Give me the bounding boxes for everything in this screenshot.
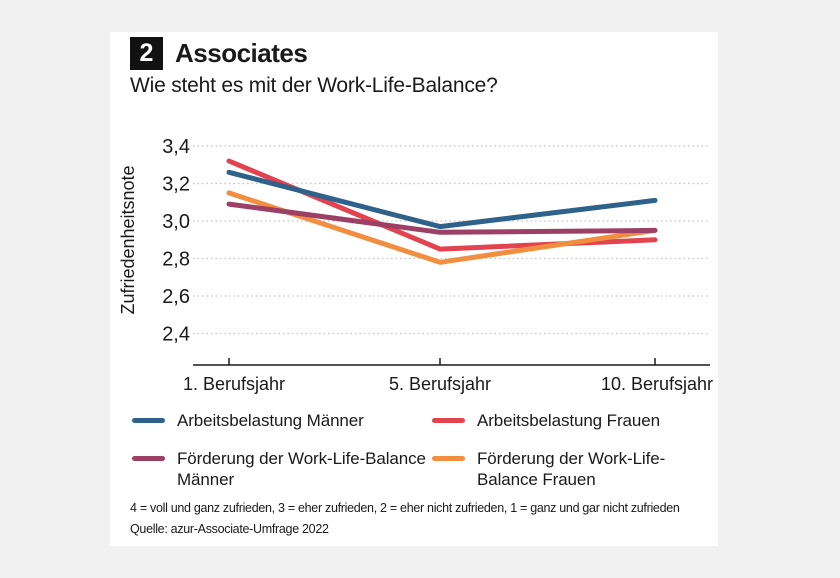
legend-item	[132, 410, 432, 431]
chart-legend	[132, 410, 707, 490]
chart-card	[110, 32, 718, 546]
footnote-scale-note: 4 = voll und ganz zufrieden, 3 = eher zufrieden, 2 = eher nicht zufrieden, 1 = ganz und gar nicht zufrieden	[130, 501, 680, 515]
x-tick-label: 5. Berufsjahr	[388, 374, 492, 394]
legend-swatch-blue	[132, 418, 165, 423]
figure-number-badge: 2	[130, 37, 163, 70]
chart-subtitle: Wie steht es mit der Work-Life-Balance?	[130, 74, 498, 97]
legend-label: Förderung der Work-Life-Balance Frauen	[477, 449, 666, 489]
y-axis-title: Zufriedenheitsnote	[118, 165, 138, 315]
x-tick-label: 10. Berufsjahr	[600, 374, 713, 394]
y-tick-label: 2,6	[162, 286, 190, 308]
header	[130, 37, 307, 70]
legend-item	[432, 410, 707, 431]
y-tick-label: 2,4	[162, 323, 190, 346]
y-tick-label: 3,0	[162, 211, 190, 233]
legend-label: Arbeitsbelastung Frauen	[477, 411, 660, 430]
legend-item	[432, 448, 707, 490]
legend-label: Förderung der Work-Life-Balance Männer	[177, 449, 426, 489]
legend-swatch-orange	[432, 456, 465, 461]
x-tick-label: 1. Berufsjahr	[183, 374, 286, 394]
y-tick-label: 3,2	[162, 173, 190, 196]
legend-swatch-red	[432, 418, 465, 423]
line-chart	[110, 132, 718, 404]
legend-item	[132, 448, 432, 490]
legend-label: Arbeitsbelastung Männer	[177, 411, 364, 430]
series-line-1	[229, 161, 655, 249]
footnote	[130, 498, 712, 540]
page-title: Associates	[175, 38, 308, 68]
y-tick-label: 3,4	[162, 136, 190, 158]
series-line-0	[229, 172, 655, 226]
footnote-source: Quelle: azur-Associate-Umfrage 2022	[130, 522, 329, 536]
y-tick-label: 2,8	[162, 248, 190, 271]
legend-swatch-purple	[132, 456, 165, 461]
